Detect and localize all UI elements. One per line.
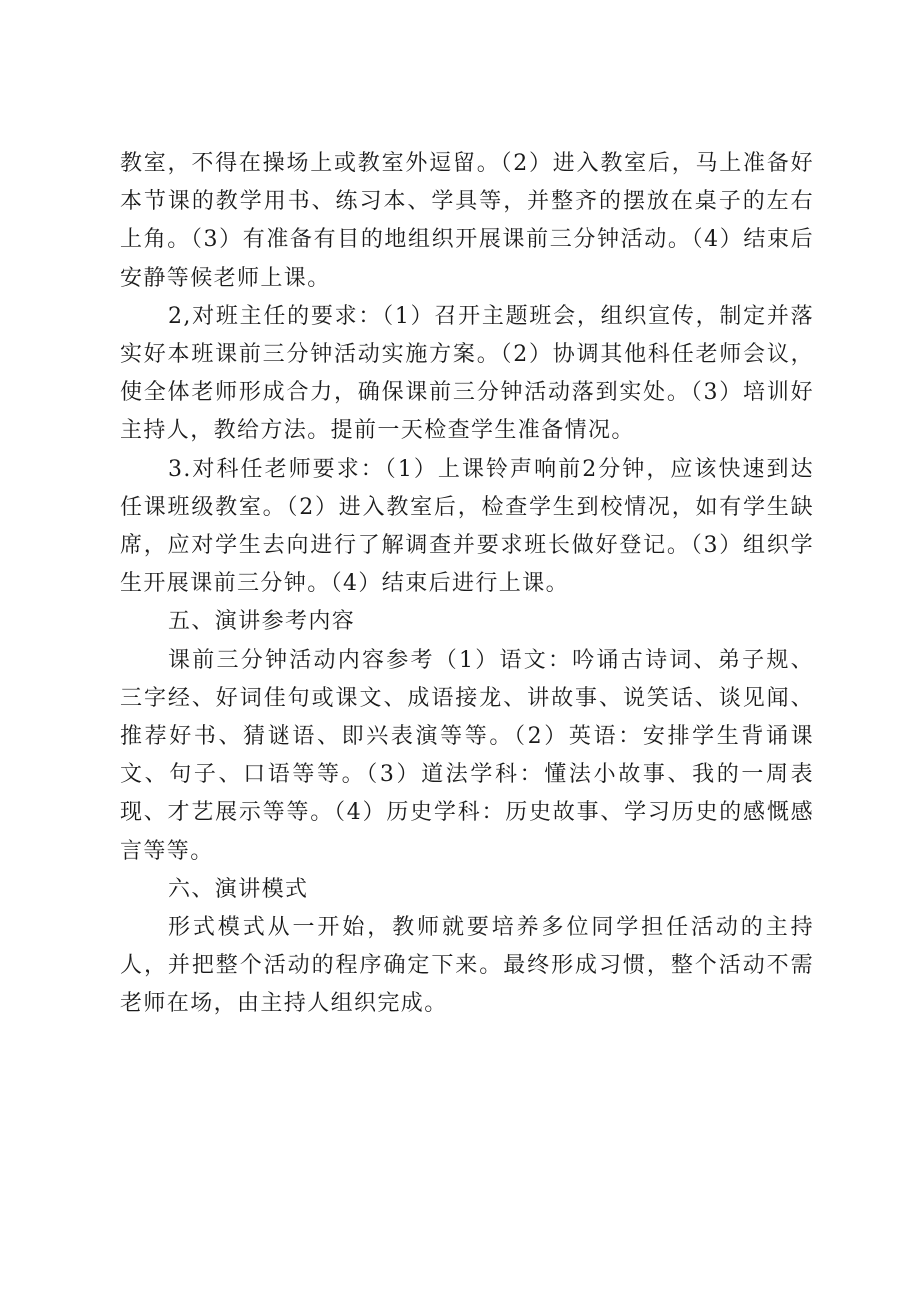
paragraph-speech-content: 课前三分钟活动内容参考（1）语文：吟诵古诗词、弟子规、三字经、好词佳句或课文、成语接龙、讲故事、说笑话、谈见闻、推荐好书、猜谜语、即兴表演等等。（2）英语：安排学生背诵课文、句子、口语等等。（3）道法学科：懂法小故事、我的一周表现、才艺展示等等。（4）历史学科：历史故事、学习历史的感慨感言等等。	[120, 647, 814, 864]
paragraph-continuation: 教室，不得在操场上或教室外逗留。（2）进入教室后，马上准备好本节课的教学用书、练习本、学具等，并整齐的摆放在桌子的左右上角。（3）有准备有目的地组织开展课前三分钟活动。（4）结束后安静等候老师上课。	[120, 151, 814, 291]
paragraph-subject-teacher-requirements: 3.对科任老师要求：（1）上课铃声响前2分钟，应该快速到达任课班级教室。（2）进入教室后，检查学生到校情况，如有学生缺席，应对学生去向进行了解调查并要求班长做好登记。（3）组织学生开展课前三分钟。（4）结束后进行上课。	[120, 456, 814, 597]
section-heading-speech-mode: 六、演讲模式	[168, 876, 309, 902]
document-page	[120, 145, 814, 1024]
paragraph-head-teacher-requirements: 2,对班主任的要求：（1）召开主题班会，组织宣传，制定并落实好本班课前三分钟活动实施方案。（2）协调其他科任老师会议，使全体老师形成合力，确保课前三分钟活动落到实处。（3）培训好主持人，教给方法。提前一天检查学生准备情况。	[120, 303, 814, 444]
paragraph-speech-mode: 形式模式从一开始，教师就要培养多位同学担任活动的主持人，并把整个活动的程序确定下来。最终形成习惯，整个活动不需老师在场，由主持人组织完成。	[120, 915, 814, 1017]
section-heading-speech-content: 五、演讲参考内容	[168, 609, 356, 635]
